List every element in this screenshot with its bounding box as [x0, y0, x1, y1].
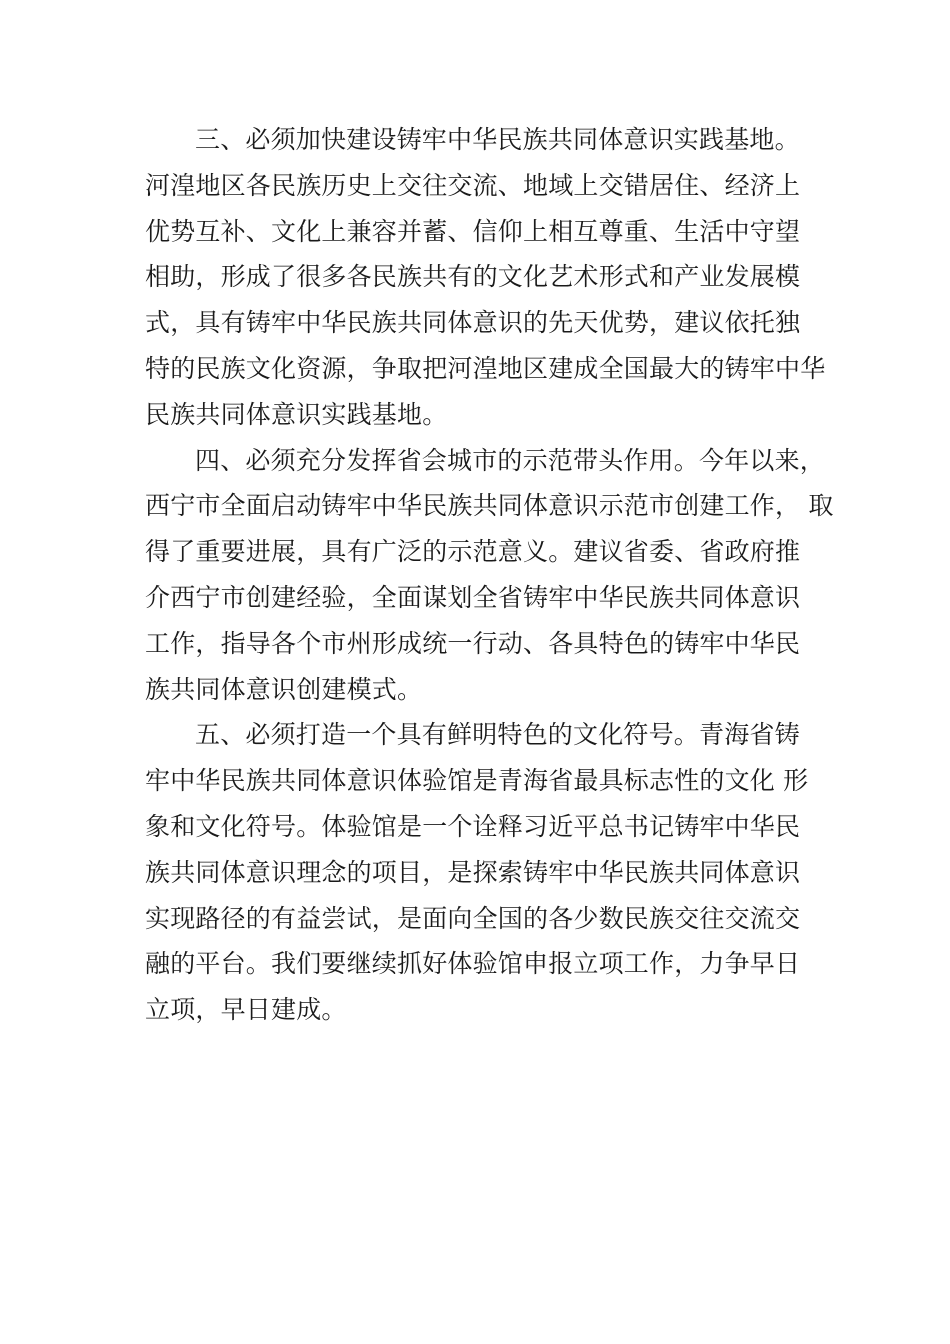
paragraph-line: 河湟地区各民族历史上交往交流、地域上交错居住、经济上 [145, 170, 801, 200]
paragraph-line: 优势互补、文化上兼容并蓄、信仰上相互尊重、生活中守望 [145, 216, 801, 246]
paragraph-line: 牢中华民族共同体意识体验馆是青海省最具标志性的文化 形 [145, 766, 809, 796]
paragraph-line: 族共同体意识创建模式。 [145, 674, 423, 704]
paragraph-line: 四、必须充分发挥省会城市的示范带头作用。今年以来， [195, 445, 826, 475]
paragraph-5 [145, 712, 825, 1033]
paragraph-4 [145, 438, 834, 713]
document-body [145, 117, 834, 1033]
paragraph-line: 介西宁市创建经验，全面谋划全省铸牢中华民族共同体意识 [145, 582, 801, 612]
paragraph-line: 西宁市全面启动铸牢中华民族共同体意识示范市创建工作， 取 [145, 491, 834, 521]
paragraph-line: 工作，指导各个市州形成统一行动、各具特色的铸牢中华民 [145, 628, 801, 658]
paragraph-line: 象和文化符号。体验馆是一个诠释习近平总书记铸牢中华民 [145, 811, 801, 841]
paragraph-line: 特的民族文化资源，争取把河湟地区建成全国最大的铸牢中华 [145, 353, 826, 383]
paragraph-line: 实现路径的有益尝试，是面向全国的各少数民族交往交流交 [145, 903, 801, 933]
paragraph-line: 式，具有铸牢中华民族共同体意识的先天优势，建议依托独 [145, 308, 801, 338]
paragraph-3 [145, 117, 825, 438]
paragraph-line: 族共同体意识理念的项目，是探索铸牢中华民族共同体意识 [145, 857, 801, 887]
paragraph-line: 民族共同体意识实践基地。 [145, 399, 448, 429]
paragraph-line: 得了重要进展，具有广泛的示范意义。建议省委、省政府推 [145, 537, 801, 567]
paragraph-line: 三、必须加快建设铸牢中华民族共同体意识实践基地。 [195, 125, 800, 154]
paragraph-line: 融的平台。我们要继续抓好体验馆申报立项工作，力争早日 [145, 949, 801, 979]
paragraph-line: 立项，早日建成。 [145, 995, 347, 1025]
paragraph-line: 相助，形成了很多各民族共有的文化艺术形式和产业发展模 [145, 262, 801, 292]
paragraph-line: 五、必须打造一个具有鲜明特色的文化符号。青海省铸 [195, 720, 800, 750]
